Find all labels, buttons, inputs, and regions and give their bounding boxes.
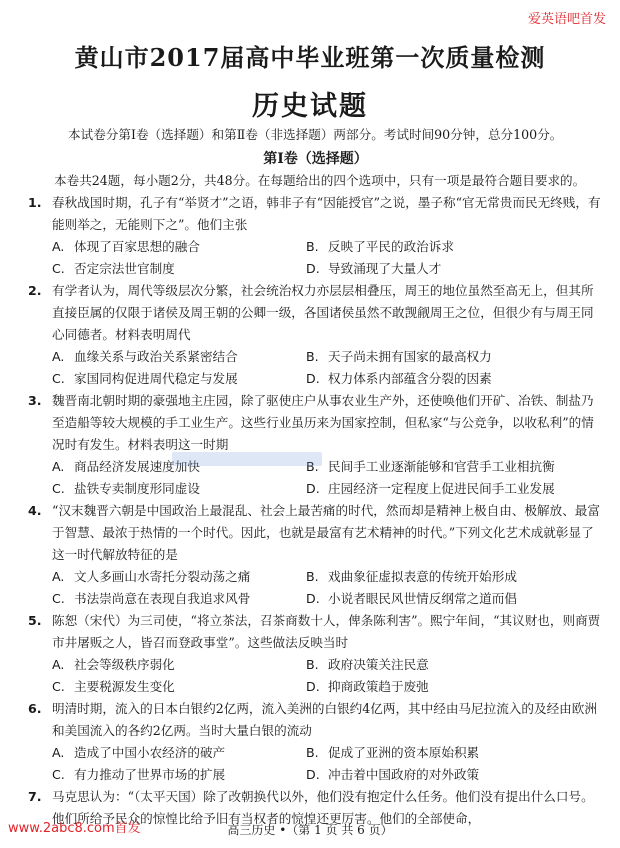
option-letter: C. (52, 481, 65, 496)
option-letter: C. (52, 679, 65, 694)
option-letter: D. (306, 591, 320, 606)
question-text: 明清时期，流入的日本白银约2亿两，流入美洲的白银约4亿两，其中经由马尼拉流入的及经由欧洲和美国流入的各约2亿两。当时大量白银的流动 (52, 701, 597, 738)
answer-option (306, 346, 603, 368)
answer-option (52, 654, 306, 676)
option-text: 小说者眼民风世情反纲常之道而倡 (328, 591, 517, 606)
option-text: 商品经济发展速度加快 (74, 459, 200, 474)
watermark-top: 爱英语吧首发 (527, 12, 606, 27)
option-text: 导致涌现了大量人才 (328, 261, 442, 276)
question (28, 192, 603, 280)
option-letter: A. (52, 459, 65, 474)
option-letter: B. (306, 657, 319, 672)
option-letter: B. (306, 349, 319, 364)
answer-options (28, 566, 603, 610)
option-letter: D. (306, 371, 320, 386)
answer-option (306, 258, 603, 280)
option-letter: B. (306, 239, 319, 254)
page-footer: 高三历史 •（第 1 页 共 6 页） (227, 823, 393, 837)
answer-options (28, 236, 603, 280)
option-text: 冲击着中国政府的对外政策 (328, 767, 480, 782)
option-text: 社会等级秩序弱化 (74, 657, 175, 672)
question-text: 魏晋南北朝时期的豪强地主庄园，除了驱使庄户从事农业生产外，还使唤他们开矿、冶铁、制盐乃至造船等较大规模的手工业生产。这些行业虽历来为国家控制，但私家“与公竞争，以收私利”的情况时有发生。材料表明这一时期 (52, 393, 594, 452)
answer-option (52, 588, 306, 610)
option-text: 天子尚未拥有国家的最高权力 (328, 349, 492, 364)
option-letter: A. (52, 569, 65, 584)
answer-option (306, 456, 603, 478)
question-stem (28, 610, 603, 654)
option-text: 盐铁专卖制度形同虚设 (74, 481, 200, 496)
option-text: 抑商政策趋于废弛 (328, 679, 429, 694)
option-letter: D. (306, 767, 320, 782)
answer-option (306, 368, 603, 390)
answer-option (52, 258, 306, 280)
question-number: 1. (28, 195, 42, 210)
option-text: 权力体系内部蕴含分裂的因素 (328, 371, 492, 386)
question-text: 春秋战国时期，孔子有“举贤才”之语，韩非子有“因能授官”之说，墨子称“官无常贵而民无终贱，有能则举之，无能则下之”。他们主张 (52, 195, 601, 232)
question-text: 马克思认为：“（太平天国）除了改朝换代以外，他们没有抱定什么任务。他们没有提出什么口号。他们所给予民众的惊惶比给予旧有当权者的惊惶还更厉害。他们的全部使命， (52, 789, 594, 826)
option-letter: C. (52, 591, 65, 606)
option-text: 家国同构促进周代稳定与发展 (74, 371, 238, 386)
option-text: 血缘关系与政治关系紧密结合 (74, 349, 238, 364)
option-letter: D. (306, 481, 320, 496)
answer-option (306, 676, 603, 698)
scan-smudge (172, 452, 322, 466)
option-text: 促成了亚洲的资本原始积累 (328, 745, 480, 760)
option-text: 政府决策关注民意 (328, 657, 429, 672)
question-text: “汉末魏晋六朝是中国政治上最混乱、社会上最苦痛的时代，然而却是精神上极自由、极解放、最富于智慧、最浓于热情的一个时代。因此，也就是最富有艺术精神的时代。”下列文化艺术成就彰显了这一时代解放特征的是 (52, 503, 600, 562)
answer-option (306, 478, 603, 500)
option-text: 造成了中国小农经济的破产 (74, 745, 226, 760)
option-letter: A. (52, 745, 65, 760)
answer-option (306, 236, 603, 258)
question-number: 7. (28, 789, 42, 804)
watermark-bottom: www.2abc8.com首发 (8, 821, 141, 836)
option-letter: D. (306, 261, 320, 276)
exam-intro: 本试卷分第Ⅰ卷（选择题）和第Ⅱ卷（非选择题）两部分。考试时间90分钟，总分100分。 (68, 127, 563, 142)
question (28, 698, 603, 786)
answer-options (28, 742, 603, 786)
option-letter: C. (52, 371, 65, 386)
option-letter: B. (306, 459, 319, 474)
question-number: 4. (28, 503, 42, 518)
question-stem (28, 698, 603, 742)
option-text: 有力推动了世界市场的扩展 (74, 767, 226, 782)
question-stem (28, 500, 603, 566)
option-text: 主要税源发生变化 (74, 679, 175, 694)
option-text: 庄园经济一定程度上促进民间手工业发展 (328, 481, 555, 496)
answer-option (52, 478, 306, 500)
option-letter: A. (52, 657, 65, 672)
section-description: 本卷共24题，每小题2分，共48分。在每题给出的四个选项中，只有一项是最符合题目要求的。 (54, 173, 586, 188)
answer-option (52, 742, 306, 764)
answer-option (306, 566, 603, 588)
answer-option (306, 742, 603, 764)
option-letter: B. (306, 745, 319, 760)
question-number: 2. (28, 283, 42, 298)
option-letter: B. (306, 569, 319, 584)
question (28, 390, 603, 500)
option-text: 反映了平民的政治诉求 (328, 239, 454, 254)
question (28, 280, 603, 390)
question (28, 610, 603, 698)
option-letter: C. (52, 767, 65, 782)
question-text: 有学者认为，周代等级层次分繁，社会统治权力亦层层相叠压，周王的地位虽然至高无上，但其所直接臣属的仅限于诸侯及周王朝的公卿一级，各国诸侯虽然不敢觊觎周王之位，但很少有与周王同心同德者。材料表明周代 (52, 283, 594, 342)
option-text: 体现了百家思想的融合 (74, 239, 200, 254)
question-number: 6. (28, 701, 42, 716)
question-number: 3. (28, 393, 42, 408)
answer-options (28, 654, 603, 698)
answer-option (306, 588, 603, 610)
question-text: 陈恕（宋代）为三司使，“将立茶法，召茶商数十人，俾条陈利害”。熙宁年间，“其议财也，则商贾市井屠贩之人，皆召而登政事堂”。这些做法反映当时 (52, 613, 601, 650)
question-number: 5. (28, 613, 42, 628)
section-title: 第Ⅰ卷（选择题） (263, 151, 368, 167)
answer-option (52, 566, 306, 588)
answer-option (306, 654, 603, 676)
answer-option (52, 764, 306, 786)
option-text: 民间手工业逐渐能够和官营手工业相抗衡 (328, 459, 555, 474)
question-list (28, 192, 603, 830)
answer-option (52, 236, 306, 258)
option-letter: A. (52, 239, 65, 254)
exam-main-title: 黄山市2017届高中毕业班第一次质量检测 (74, 43, 546, 72)
option-text: 戏曲象征虚拟表意的传统开始形成 (328, 569, 517, 584)
answer-options (28, 346, 603, 390)
option-text: 否定宗法世官制度 (74, 261, 175, 276)
answer-option (52, 346, 306, 368)
answer-option (306, 764, 603, 786)
subject-title: 历史试题 (252, 91, 368, 122)
option-text: 文人多画山水寄托分裂动荡之痛 (74, 569, 251, 584)
answer-option (52, 368, 306, 390)
exam-content (28, 124, 603, 830)
question-stem (28, 192, 603, 236)
answer-option (52, 676, 306, 698)
option-letter: C. (52, 261, 65, 276)
question (28, 500, 603, 610)
question-stem (28, 390, 603, 456)
option-letter: D. (306, 679, 320, 694)
option-letter: A. (52, 349, 65, 364)
question-stem (28, 280, 603, 346)
option-text: 书法崇尚意在表现自我追求风骨 (74, 591, 251, 606)
